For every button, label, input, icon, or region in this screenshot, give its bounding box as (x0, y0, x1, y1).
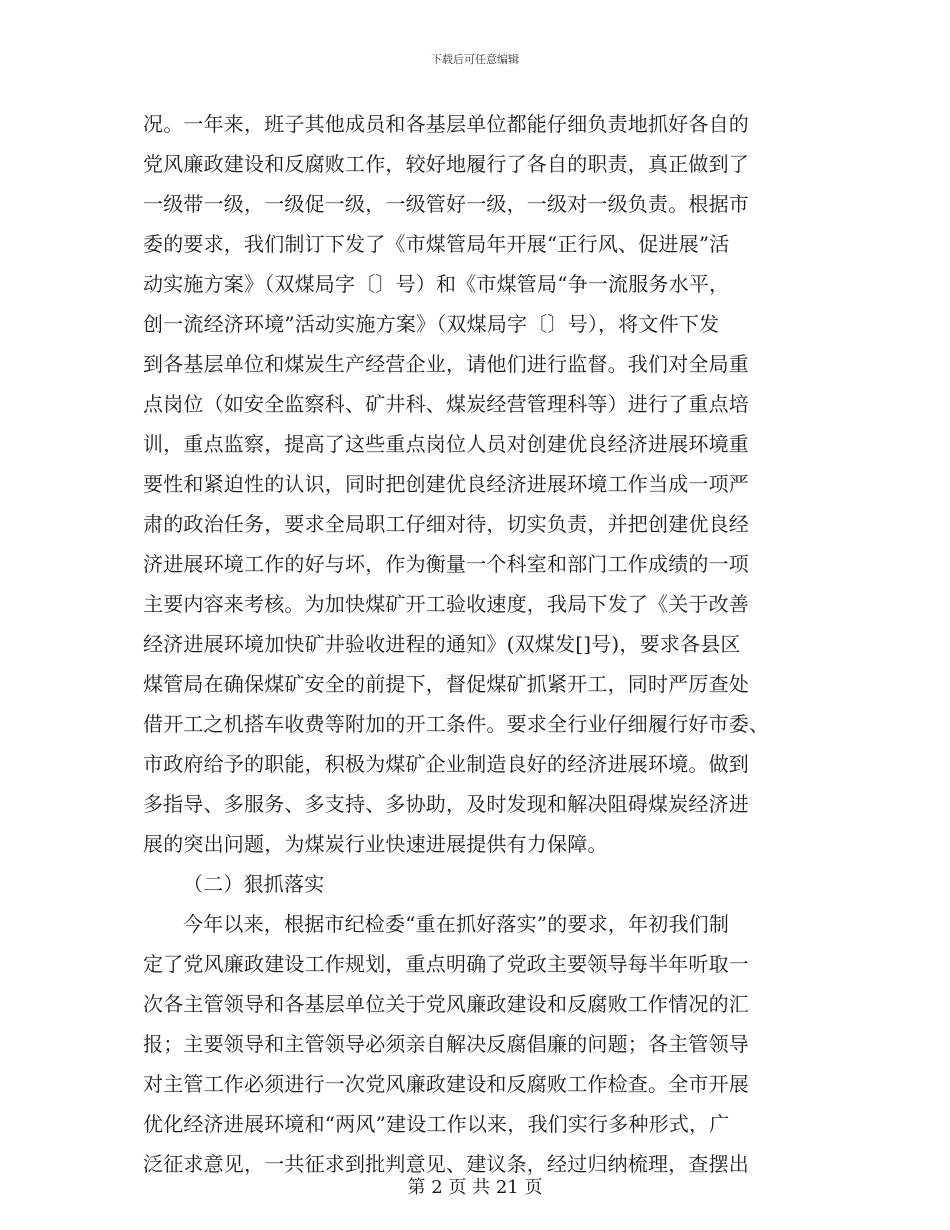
body-line: 今年以来，根据市纪检委“重在抓好落实”的要求，年初我们制 (183, 912, 730, 936)
body-line: 要性和紧迫性的认识，同时把创建优良经济进展环境工作当成一项严 (143, 472, 749, 496)
body-line: 主要内容来考核。为加快煤矿开工验收速度，我局下发了《关于改善 (143, 592, 749, 616)
body-line: 肃的政治任务，要求全局职工仔细对待，切实负责，并把创建优良经 (143, 512, 749, 536)
body-line: 点岗位（如安全监察科、矿井科、煤炭经营管理科等）进行了重点培 (143, 392, 749, 416)
body-line: 泛征求意见，一共征求到批判意见、建议条，经过归纳梳理，查摆出 (143, 1152, 749, 1176)
page-header: 下载后可任意编辑 (431, 53, 519, 66)
body-line: 多指导、多服务、多支持、多协助，及时发现和解决阻碍煤炭经济进 (143, 792, 749, 816)
body-line: 借开工之机搭车收费等附加的开工条件。要求全行业仔细履行好市委、 (143, 712, 770, 736)
body-line: 报；主要领导和主管领导必须亲自解决反腐倡廉的问题；各主管领导 (143, 1032, 749, 1056)
body-line: 到各基层单位和煤炭生产经营企业，请他们进行监督。我们对全局重 (143, 352, 749, 376)
body-line: 创一流经济环境”活动实施方案》（双煤局字〔〕号），将文件下发 (143, 312, 720, 336)
body-line: 一级带一级，一级促一级，一级管好一级，一级对一级负责。根据市 (143, 192, 749, 216)
body-line: 经济进展环境加快矿井验收进程的通知》(双煤发[]号)，要求各县区 (143, 632, 741, 656)
body-line: 市政府给予的职能，积极为煤矿企业制造良好的经济进展环境。做到 (143, 752, 749, 776)
body-line: 定了党风廉政建设工作规划，重点明确了党政主要领导每半年听取一 (143, 952, 749, 976)
body-line: 煤管局在确保煤矿安全的前提下，督促煤矿抓紧开工，同时严厉查处 (143, 672, 749, 696)
body-line: 济进展环境工作的好与坏，作为衡量一个科室和部门工作成绩的一项 (143, 552, 749, 576)
document-body (143, 104, 795, 1184)
body-line: 展的突出问题，为煤炭行业快速进展提供有力保障。 (143, 832, 608, 856)
body-line: 训，重点监察，提高了这些重点岗位人员对创建优良经济进展环境重 (143, 432, 749, 456)
body-line: 次各主管领导和各基层单位关于党风廉政建设和反腐败工作情况的汇 (143, 992, 749, 1016)
section-heading: （二）狠抓落实 (183, 872, 325, 896)
body-line: 动实施方案》（双煤局字〔〕号）和《市煤管局“争一流服务水平， (143, 272, 730, 296)
page-number: 第 2 页 共 21 页 (407, 1177, 543, 1198)
body-line: 对主管工作必须进行一次党风廉政建设和反腐败工作检查。全市开展 (143, 1072, 749, 1096)
body-line: 党风廉政建设和反腐败工作，较好地履行了各自的职责，真正做到了 (143, 152, 749, 176)
body-line: 优化经济进展环境和“两风”建设工作以来，我们实行多种形式，广 (143, 1112, 730, 1136)
body-line: 委的要求，我们制订下发了《市煤管局年开展“正行风、促进展”活 (143, 232, 730, 256)
body-line: 况。一年来，班子其他成员和各基层单位都能仔细负责地抓好各自的 (143, 112, 749, 136)
